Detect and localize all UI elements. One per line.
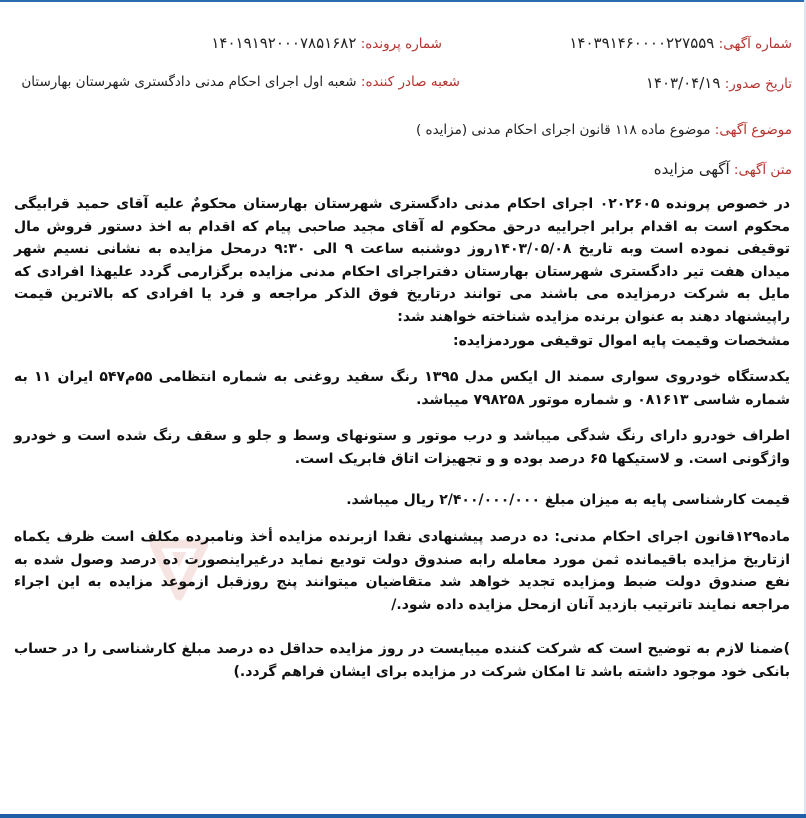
paragraph-article-129: ماده۱۲۹قانون اجرای احکام مدنی: ده درصد پیشنهادی نقدا ازبرنده مزایده أخذ ونامبرده مکلف است ظرف یکماه ازتاریخ مزایده باقیمانده ثمن مورد معامله رابه صندوق دولت تودیع نماید درغیراینصورت ده درصد وصول شده به نفع صندوق دولت ضبط ومزایده تجدید خواهد شد متقاضیان میتوانند پنج روزقبل ازموعد مزایده به این اجراء مراجعه نمایند تاترتیب بازدید آنان ازمحل مزایده داده شود./: [14, 529, 790, 613]
issue-date-value: ۱۴۰۳/۰۴/۱۹: [645, 74, 721, 92]
paragraph-base-price: قیمت کارشناسی پایه به میزان مبلغ ۲/۴۰۰/۰۰۰/۰۰۰ ریال میباشد.: [346, 492, 790, 508]
issuer-value: شعبه اول اجرای احکام مدنی دادگستری شهرستان بهارستان: [21, 74, 357, 90]
notice-text-label: متن آگهی:: [733, 162, 792, 178]
subject-value: موضوع ماده ۱۱۸ قانون اجرای احکام مدنی (مزایده ): [415, 122, 711, 138]
case-number-label: شماره پرونده:: [360, 36, 442, 52]
notice-number-row: [569, 34, 792, 52]
issue-date-row: [646, 74, 792, 92]
notice-number-label: شماره آگهی:: [718, 36, 792, 52]
paragraph-vehicle-spec: یکدستگاه خودروی سواری سمند ال ایکس مدل ۱۳۹۵ رنگ سفید روغنی به شماره انتظامی ۵۵م۵۴۷ ایران ۱۱ به شماره شاسی ۰۸۱۶۱۳ و شماره موتور ۷۹۸۲۵۸ میباشد.: [14, 369, 791, 408]
paragraph-intro: در خصوص پرونده ۰۲۰۲۶۰۵ اجرای احکام مدنی دادگستری شهرستان بهارستان محکومٌ علیه آقای حمید قرابیگی محکوم است به اقدام برابر اجراییه درحق محکوم له آقای مجید صاحبی پیام که اقدام به اخذ دستور فروش مال توقیفی نموده است وبه تاریخ ۱۴۰۳/۰۵/۰۸روز دوشنبه ساعت ۹ الی ۹:۳۰ درمحل مزایده به نشانی نسیم شهر میدان هفت تیر دادگستری شهرستان بهارستان دفتراجرای احکام مدنی مزایده برگزارمی گردد علیهذا افرادی که مایل به شرکت درمزایده می باشند می توانند درتاریخ فوق الذکر مراجعه و فرد یا افرادی که بالاترین قیمت راپیشنهاد دهند به عنوان برنده مزایده شناخته خواهند شد:: [14, 196, 791, 325]
issue-date-label: تاریخ صدور:: [724, 76, 792, 92]
subject-row: [416, 122, 792, 138]
notice-number-value: ۱۴۰۳۹۱۴۶۰۰۰۰۲۲۷۵۵۹: [569, 34, 715, 52]
bottom-bar: [0, 814, 806, 818]
notice-title-row: [654, 160, 792, 178]
case-number-value: ۱۴۰۱۹۱۹۲۰۰۰۷۸۵۱۶۸۲: [211, 34, 357, 52]
subject-label: موضوع آگهی:: [714, 122, 792, 138]
issuer-label: شعبه صادر کننده:: [360, 74, 460, 90]
notice-text-title: آگهی مزایده: [653, 160, 730, 178]
issuer-row: [21, 74, 460, 90]
paragraph-assets-heading: مشخصات وقیمت پایه اموال توقیفی موردمزایده:: [453, 333, 790, 349]
case-number-row: [211, 34, 442, 52]
paragraph-vehicle-condition: اطراف خودرو دارای رنگ شدگی میباشد و درب موتور و ستونهای وسط و جلو و سقف رنگ شده است و خودرو واژگونی است. و لاستیکها ۶۵ درصد بوده و و تجهیزات اتاق فابریک است.: [14, 428, 790, 467]
paragraph-deposit-note: )ضمنا لازم به توضیح است که شرکت کننده میبایست در روز مزایده حداقل ده درصد مبلغ کارشناسی را در حساب بانکی خود موجود داشته باشد تا امکان شرکت در مزایده برای ایشان فراهم گردد.): [14, 641, 790, 680]
